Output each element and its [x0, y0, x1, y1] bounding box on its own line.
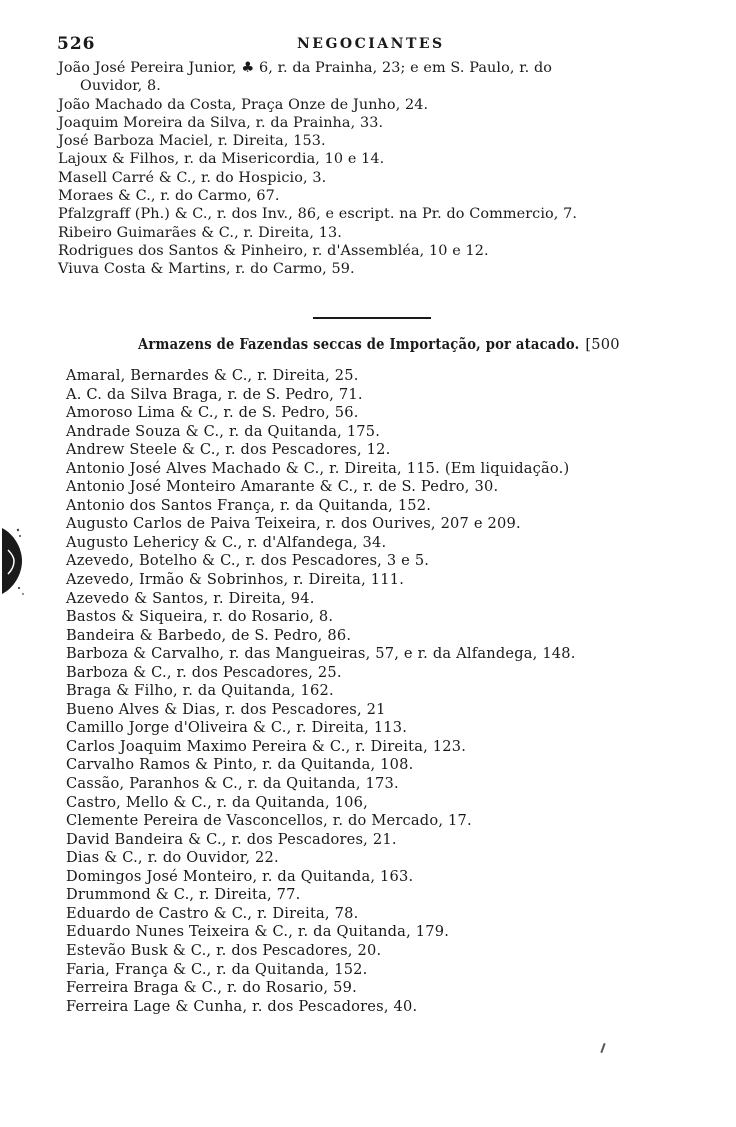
entry-text: Camillo Jorge d'Oliveira & C., r. Direita, 113. — [66, 719, 408, 737]
entry-text: Eduardo Nunes Teixeira & C., r. da Quitanda, 179. — [66, 923, 450, 941]
entry-text: Rodrigues dos Santos & Pinheiro, r. d'Assembléa, 10 e 12. — [58, 242, 489, 259]
entry-text: Barboza & C., r. dos Pescadores, 25. — [66, 663, 342, 681]
entry-text: Amoroso Lima & C., r. de S. Pedro, 56. — [66, 404, 359, 422]
list-item — [66, 423, 576, 442]
list-item — [58, 224, 577, 242]
entry-text: Clemente Pereira de Vasconcellos, r. do Mercado, 17. — [66, 812, 472, 830]
list-item — [58, 205, 577, 223]
list-item — [66, 998, 576, 1017]
entry-text: Castro, Mello & C., r. da Quitanda, 106, — [66, 793, 368, 811]
list-item — [66, 775, 576, 794]
list-item — [66, 812, 576, 831]
entry-text: Drummond & C., r. Direita, 77. — [66, 886, 301, 904]
list-item — [66, 886, 576, 905]
list-item — [66, 942, 576, 961]
list-item — [58, 260, 577, 278]
list-item — [66, 460, 576, 479]
entry-text: Braga & Filho, r. da Quitanda, 162. — [66, 682, 334, 700]
list-item — [66, 701, 576, 720]
list-item — [58, 132, 577, 150]
entry-text: Lajoux & Filhos, r. da Misericordia, 10 e 14. — [58, 151, 385, 168]
list-item — [66, 831, 576, 850]
section-heading — [138, 336, 620, 353]
entry-text: Antonio José Alves Machado & C., r. Direita, 115. (Em liquidação.) — [66, 459, 570, 477]
entry-text: Faria, França & C., r. da Quitanda, 152. — [66, 960, 368, 978]
entry-text: Antonio José Monteiro Amarante & C., r. de S. Pedro, 30. — [66, 478, 499, 496]
list-item — [66, 682, 576, 701]
entry-text: Bastos & Siqueira, r. do Rosario, 8. — [66, 608, 334, 626]
entry-text: Carlos Joaquim Maximo Pereira & C., r. Direita, 123. — [66, 737, 467, 755]
entry-text: Bandeira & Barbedo, de S. Pedro, 86. — [66, 626, 352, 644]
entry-text: Azevedo & Santos, r. Direita, 94. — [66, 589, 315, 607]
list-item — [58, 96, 577, 114]
list-item — [66, 608, 576, 627]
list-item — [66, 961, 576, 980]
entry-text: Dias & C., r. do Ouvidor, 22. — [66, 849, 279, 867]
entry-text: Estevão Busk & C., r. dos Pescadores, 20. — [66, 941, 382, 959]
list-item — [66, 905, 576, 924]
entry-text: Azevedo, Irmão & Sobrinhos, r. Direita, 111. — [66, 571, 405, 589]
list-item — [66, 534, 576, 553]
entry-text: Augusto Carlos de Paiva Teixeira, r. dos Ourives, 207 e 209. — [66, 515, 521, 533]
entry-text: Augusto Lehericy & C., r. d'Alfandega, 34. — [66, 533, 387, 551]
entry-text: David Bandeira & C., r. dos Pescadores, 21. — [66, 830, 397, 848]
list-item — [66, 719, 576, 738]
page-number: 526 — [57, 34, 96, 54]
entry-text: Cassão, Paranhos & C., r. da Quitanda, 173. — [66, 775, 399, 793]
entry-text: Masell Carré & C., r. do Hospicio, 3. — [58, 169, 327, 186]
list-item — [66, 849, 576, 868]
section-divider — [313, 317, 431, 319]
list-item — [66, 664, 576, 683]
entry-text: Ribeiro Guimarães & C., r. Direita, 13. — [58, 224, 342, 241]
list-item — [66, 497, 576, 516]
entry-text: Antonio dos Santos França, r. da Quitanda, 152. — [66, 496, 432, 514]
entry-continuation: Ouvidor, 8. — [80, 78, 161, 95]
page-header — [57, 34, 687, 56]
list-item — [66, 794, 576, 813]
entry-text: Carvalho Ramos & Pinto, r. da Quitanda, 108. — [66, 756, 414, 774]
entry-text: Bueno Alves & Dias, r. dos Pescadores, 21 — [66, 700, 386, 718]
entry-text: Viuva Costa & Martins, r. do Carmo, 59. — [58, 261, 355, 278]
list-item — [66, 552, 576, 571]
entry-text: Amaral, Bernardes & C., r. Direita, 25. — [66, 367, 359, 384]
entry-text: Ferreira Braga & C., r. do Rosario, 59. — [66, 979, 357, 997]
list-item — [66, 923, 576, 942]
entry-text: Domingos José Monteiro, r. da Quitanda, 163. — [66, 867, 414, 885]
list-item — [58, 114, 577, 132]
list-item — [66, 756, 576, 775]
list-item — [66, 590, 576, 609]
ink-mark — [600, 1043, 605, 1053]
merchant-list-bottom — [66, 367, 576, 1016]
entry-text: Eduardo de Castro & C., r. Direita, 78. — [66, 904, 359, 922]
merchant-list-top — [58, 59, 577, 279]
list-item — [66, 386, 576, 405]
list-item — [66, 367, 576, 386]
list-item — [66, 478, 576, 497]
section-count: [500 — [585, 336, 620, 353]
list-item — [58, 150, 577, 168]
list-item — [66, 868, 576, 887]
section-title: Armazens de Fazendas seccas de Importação, por atacado. — [138, 336, 580, 353]
entry-text: João Machado da Costa, Praça Onze de Junho, 24. — [58, 96, 429, 113]
list-item — [66, 738, 576, 757]
list-item — [66, 627, 576, 646]
entry-text: Pfalzgraff (Ph.) & C., r. dos Inv., 86, e escript. na Pr. do Commercio, 7. — [58, 206, 578, 223]
entry-text: Azevedo, Botelho & C., r. dos Pescadores, 3 e 5. — [66, 552, 430, 570]
entry-text: Andrew Steele & C., r. dos Pescadores, 12. — [66, 441, 391, 459]
entry-text: A. C. da Silva Braga, r. de S. Pedro, 71. — [66, 385, 363, 403]
entry-text: José Barboza Maciel, r. Direita, 153. — [58, 133, 326, 150]
list-item — [66, 515, 576, 534]
list-item — [66, 441, 576, 460]
library-stamp-fragment — [0, 520, 26, 602]
entry-text: Ferreira Lage & Cunha, r. dos Pescadores, 40. — [66, 997, 418, 1015]
list-item — [66, 571, 576, 590]
list-item — [66, 979, 576, 998]
list-item — [58, 59, 577, 96]
list-item — [66, 404, 576, 423]
list-item — [66, 645, 576, 664]
entry-text: Joaquim Moreira da Silva, r. da Prainha, 33. — [58, 114, 384, 131]
entry-text: Moraes & C., r. do Carmo, 67. — [58, 188, 280, 205]
list-item — [58, 187, 577, 205]
running-head: NEGOCIANTES — [297, 36, 445, 52]
entry-text: Barboza & Carvalho, r. das Mangueiras, 57, e r. da Alfandega, 148. — [66, 645, 576, 663]
list-item — [58, 169, 577, 187]
list-item — [58, 242, 577, 260]
entry-text: Andrade Souza & C., r. da Quitanda, 175. — [66, 422, 381, 440]
entry-text: João José Pereira Junior, ♣ 6, r. da Prainha, 23; e em S. Paulo, r. do — [58, 60, 553, 76]
